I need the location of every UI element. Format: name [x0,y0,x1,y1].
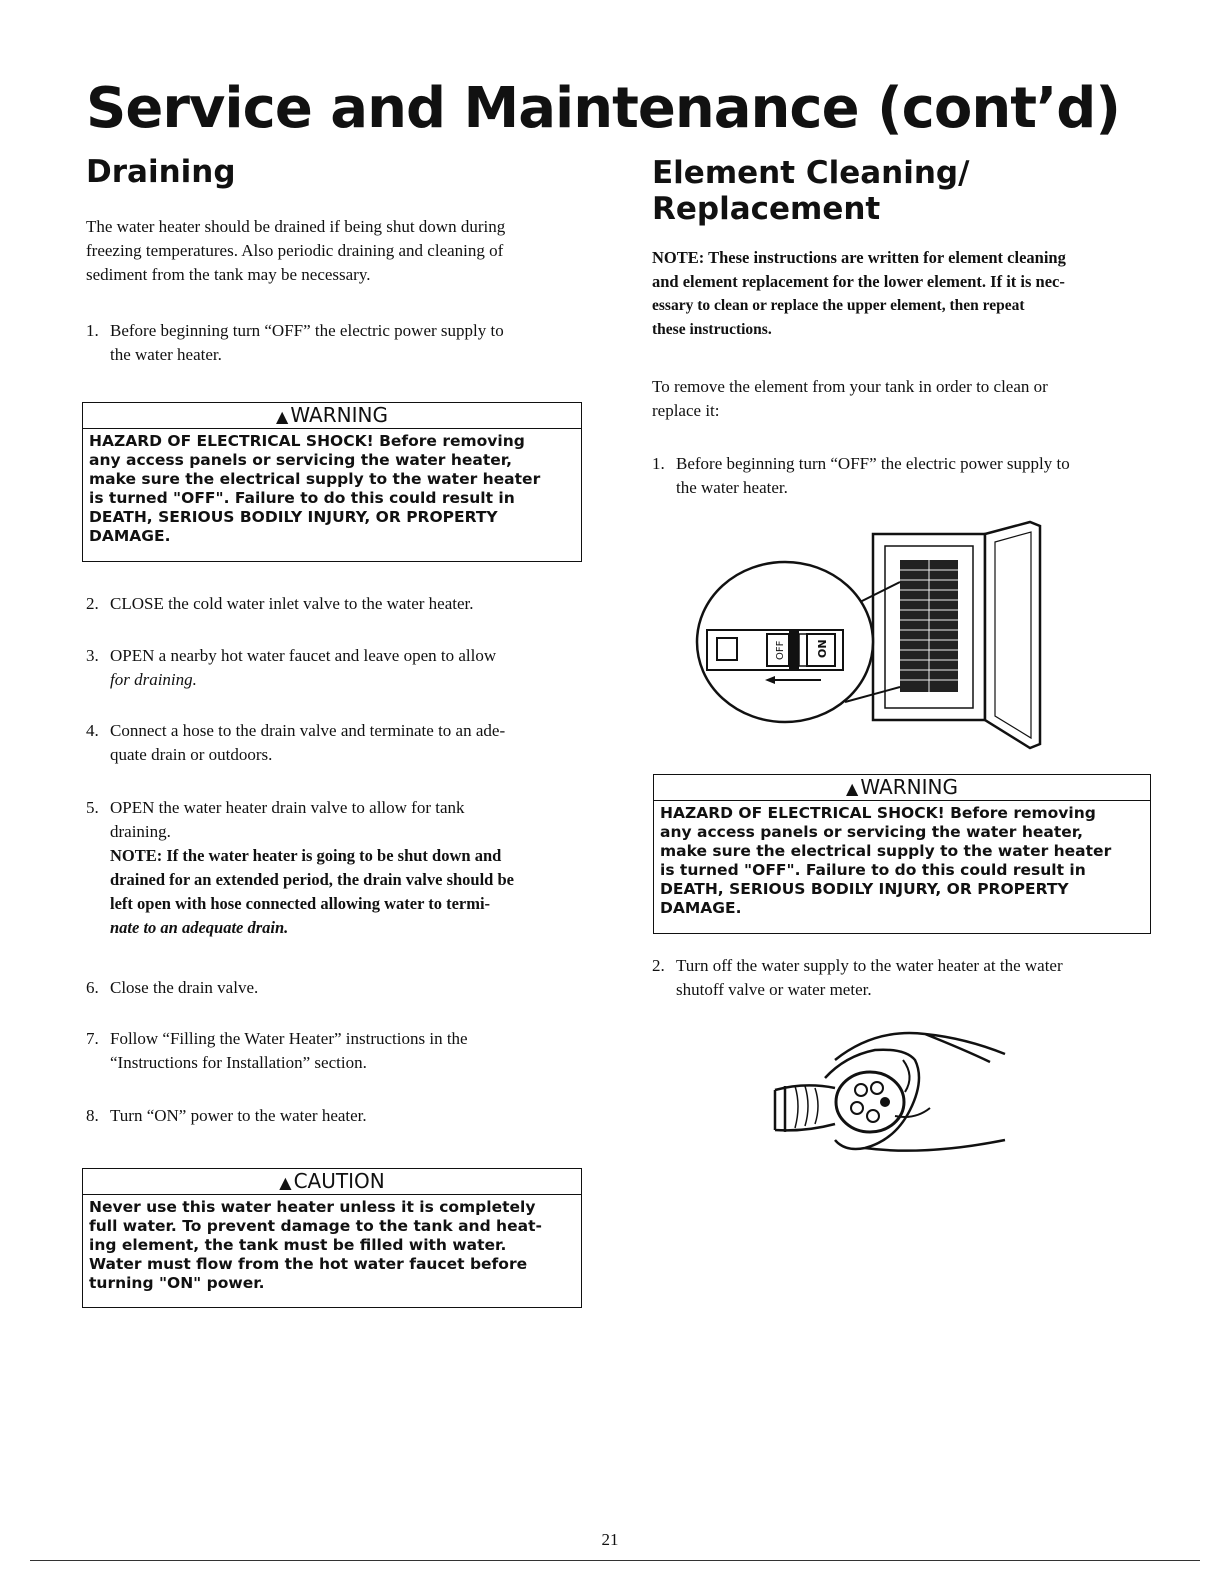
caution-line: Water must flow from the hot water faucet before [89,1255,528,1273]
caution-line: ing element, the tank must be filled with water. [89,1236,507,1254]
panel-door [985,522,1040,748]
valve-hand-illustration [765,1020,1015,1160]
step-text-line: OPEN a nearby hot water faucet and leave open to allow [110,646,497,665]
element-intro [652,375,1172,423]
draining-step-6 [86,976,586,1000]
step-note-line: left open with hose connected allowing water to termi- [110,894,491,913]
step-number: 7. [86,1029,99,1048]
caution-line: Never use this water heater unless it is completely [89,1198,536,1216]
warning-box-element [653,774,1151,934]
step-text-line: Turn “ON” power to the water heater. [110,1106,367,1125]
step-number: 1. [652,454,665,473]
element-note-line: essary to clean or replace the upper element, then repeat [652,297,1025,314]
warning-header [654,775,1150,801]
element-heading-line: Replacement [652,191,881,227]
element-note-line: these instructions. [652,321,772,338]
element-heading [652,155,969,227]
caution-title: CAUTION [293,1169,385,1193]
warning-header [83,403,581,429]
draining-step-5 [86,796,586,940]
step-text-line: Before beginning turn “OFF” the electric power supply to [110,321,504,340]
caution-header [83,1169,581,1195]
element-step-1 [652,452,1172,500]
warning-line: HAZARD OF ELECTRICAL SHOCK! Before removing [89,432,525,450]
step-text-line: draining. [110,822,171,841]
element-note-line: and element replacement for the lower element. If it is nec- [652,272,1065,291]
caution-line: turning "ON" power. [89,1274,265,1292]
element-intro-line: replace it: [652,401,720,420]
step-number: 6. [86,978,99,997]
caution-triangle-icon: ▲ [279,1173,292,1192]
breaker-on-label: ON [816,639,829,658]
step-text-line: the water heater. [110,345,222,364]
step-text-line: for draining. [110,670,197,689]
step-text-line: quate drain or outdoors. [110,745,273,764]
warning-line: make sure the electrical supply to the water heater [89,470,541,488]
step-text-line: shutoff valve or water meter. [676,980,872,999]
draining-intro-line: The water heater should be drained if being shut down during [86,217,506,236]
footer-rule [30,1560,1200,1561]
element-note-line: NOTE: These instructions are written for element cleaning [652,248,1066,267]
element-step-2 [652,954,1172,1002]
element-intro-line: To remove the element from your tank in order to clean or [652,377,1048,396]
step-text-line: the water heater. [676,478,788,497]
draining-heading: Draining [86,154,236,190]
warning-line: DAMAGE. [89,527,171,545]
warning-triangle-icon: ▲ [276,407,289,426]
warning-title: WARNING [860,775,958,799]
warning-line: any access panels or servicing the water heater, [660,823,1084,841]
draining-step-8 [86,1104,586,1128]
warning-line: is turned "OFF". Failure to do this could result in [89,489,515,507]
warning-line: HAZARD OF ELECTRICAL SHOCK! Before removing [660,804,1096,822]
warning-triangle-icon: ▲ [846,779,859,798]
element-note [652,246,1172,342]
step-number: 8. [86,1106,99,1125]
step-text-line: Close the drain valve. [110,978,259,997]
page-number: 21 [601,1530,619,1549]
warning-line: DAMAGE. [660,899,742,917]
caution-box [82,1168,582,1308]
breaker-array [900,560,958,692]
step-number: 1. [86,321,99,340]
step-number: 5. [86,798,99,817]
warning-title: WARNING [290,403,388,427]
draining-intro-line: sediment from the tank may be necessary. [86,265,371,284]
draining-intro [86,215,586,287]
caution-text [83,1195,581,1297]
draining-step-2 [86,592,586,616]
draining-step-4 [86,719,586,767]
breaker-panel-illustration [695,512,1055,752]
step-text-line: Turn off the water supply to the water heater at the water [676,956,1063,975]
warning-line: is turned "OFF". Failure to do this could result in [660,861,1086,879]
warning-line: DEATH, SERIOUS BODILY INJURY, OR PROPERTY [660,880,1069,898]
step-text-line: Follow “Filling the Water Heater” instructions in the [110,1029,468,1048]
step-text-line: “Instructions for Installation” section. [110,1053,367,1072]
warning-box-draining [82,402,582,562]
step-note-line: drained for an extended period, the drain valve should be [110,870,514,889]
step-text-line: Connect a hose to the drain valve and terminate to an ade- [110,721,506,740]
valve-wheel [836,1072,904,1132]
step-text-line: OPEN the water heater drain valve to allow for tank [110,798,465,817]
draining-step-3 [86,644,586,692]
step-note-line: NOTE: If the water heater is going to be shut down and [110,846,502,865]
step-text-line: CLOSE the cold water inlet valve to the water heater. [110,594,474,613]
warning-line: DEATH, SERIOUS BODILY INJURY, OR PROPERTY [89,508,498,526]
step-text-line: Before beginning turn “OFF” the electric power supply to [676,454,1070,473]
warning-line: any access panels or servicing the water heater, [89,451,513,469]
warning-text [83,429,581,550]
warning-text [654,801,1150,922]
element-heading-line: Element Cleaning/ [652,155,970,191]
breaker-off-label: OFF [775,640,786,660]
draining-step-7 [86,1027,586,1075]
step-number: 3. [86,646,99,665]
draining-step-1 [86,319,586,367]
page-title: Service and Maintenance (cont’d) [86,76,1120,141]
warning-line: make sure the electrical supply to the water heater [660,842,1112,860]
draining-intro-line: freezing temperatures. Also periodic draining and cleaning of [86,241,504,260]
step-number: 2. [652,956,665,975]
step-number: 2. [86,594,99,613]
step-note-line: nate to an adequate drain. [110,918,289,937]
caution-line: full water. To prevent damage to the tank and heat- [89,1217,542,1235]
step-number: 4. [86,721,99,740]
